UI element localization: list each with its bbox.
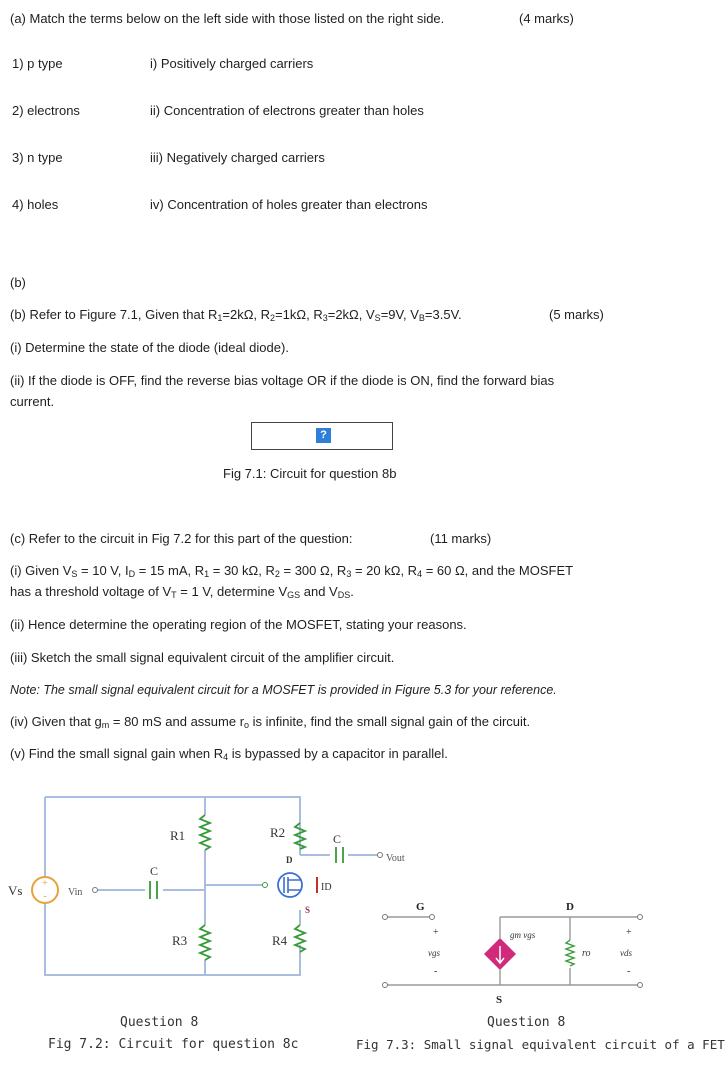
fig-7-2-question: Question 8 bbox=[120, 1015, 199, 1030]
label-source: S bbox=[305, 905, 311, 915]
figure-7-3-circuit bbox=[370, 890, 670, 1010]
label-r1: R1 bbox=[170, 828, 186, 843]
part-c-q1-line1: (i) Given $V_S = 10$ V, $I_D = 15$ mA, $R_1 = 30$ kΩ, $R_2 = 300$ Ω, $R_3 = 20$ kΩ, $R_4 = 60$ Ω, and the MOSFET bbox=[10, 563, 574, 579]
wire-top bbox=[45, 797, 300, 855]
label-ro: ro bbox=[582, 948, 591, 959]
figure-7-1-caption: Fig 7.1: Circuit for question 8b bbox=[223, 466, 397, 481]
fig-7-3-question: Question 8 bbox=[487, 1015, 566, 1030]
label-vds-minus: - bbox=[627, 966, 631, 977]
part-c-q3: (iii) Sketch the small signal equivalent circuit of the amplifier circuit. bbox=[10, 650, 395, 665]
label-d: D bbox=[566, 901, 574, 913]
figure-7-1-placeholder bbox=[251, 422, 393, 450]
label-vs: Vs bbox=[8, 883, 23, 898]
mosfet-symbol bbox=[278, 873, 302, 897]
label-r4: R4 bbox=[272, 933, 288, 948]
capacitor-output bbox=[336, 847, 343, 863]
source-plus: + bbox=[42, 878, 48, 889]
resistor-ro bbox=[566, 940, 574, 966]
part-b-q1: (i) Determine the state of the diode (ideal diode). bbox=[10, 340, 289, 355]
label-id: ID bbox=[321, 882, 332, 893]
part-c-q4: (iv) Given that $g_m = 80$ mS and assume $r_o$ is infinite, find the small signal gain of the circuit. bbox=[10, 714, 531, 730]
part-b-label: (b) bbox=[10, 275, 26, 290]
vout-node bbox=[378, 853, 383, 858]
label-vgs-minus: - bbox=[434, 966, 438, 977]
label-r3: R3 bbox=[172, 933, 188, 948]
node-drain bbox=[638, 915, 643, 920]
resistor-r4 bbox=[295, 925, 305, 952]
node-gate-left bbox=[383, 915, 388, 920]
part-b-intro: (b) Refer to Figure 7.1, Given that $R_1=2k\Omega$, $R_2=1k\Omega$, $R_3=2k\Omega$, $V_S=9V$, $V_B=3.5V$. bbox=[10, 307, 462, 323]
gate-node bbox=[263, 883, 268, 888]
label-r2: R2 bbox=[270, 825, 286, 840]
label-g: G bbox=[416, 901, 425, 913]
node-ground-right bbox=[638, 983, 643, 988]
part-a-header: (a) Match the terms below on the left side with those listed on the right side. bbox=[10, 11, 445, 26]
label-vin: Vin bbox=[68, 887, 83, 898]
part-c-marks: (11 marks) bbox=[430, 531, 492, 546]
label-drain: D bbox=[286, 855, 293, 865]
label-c-out: C bbox=[333, 832, 342, 846]
part-b-marks: (5 marks) bbox=[549, 307, 604, 322]
term-left-1: 1) p type bbox=[12, 56, 63, 71]
term-left-2: 2) electrons bbox=[12, 103, 80, 118]
term-left-3: 3) n type bbox=[12, 150, 63, 165]
capacitor-input bbox=[150, 881, 157, 899]
label-vgs-plus: + bbox=[433, 927, 439, 938]
label-vout: Vout bbox=[386, 853, 405, 864]
label-vds: vds bbox=[620, 948, 632, 958]
label-vgs: vgs bbox=[428, 948, 440, 958]
vin-node bbox=[93, 888, 98, 893]
term-left-4: 4) holes bbox=[12, 197, 59, 212]
missing-image-icon: ? bbox=[316, 428, 331, 443]
part-b-q2-line1: (ii) If the diode is OFF, find the reverse bias voltage OR if the diode is ON, find the forward bias bbox=[10, 373, 555, 388]
term-right-2: ii) Concentration of electrons greater than holes bbox=[150, 103, 424, 118]
term-right-3: iii) Negatively charged carriers bbox=[150, 150, 325, 165]
fig-7-3-caption: Fig 7.3: Small signal equivalent circuit of a FET bbox=[356, 1037, 725, 1052]
label-vds-plus: + bbox=[626, 927, 632, 938]
term-right-1: i) Positively charged carriers bbox=[150, 56, 314, 71]
source-minus: - bbox=[43, 891, 47, 902]
part-c-note: Note: The small signal equivalent circuit for a MOSFET is provided in Figure 5.3 for your reference. bbox=[10, 683, 557, 697]
label-s: S bbox=[496, 994, 503, 1006]
label-gm-vgs: gm vgs bbox=[510, 930, 536, 940]
part-c-q5: (v) Find the small signal gain when $R_4$ is bypassed by a capacitor in parallel. bbox=[10, 746, 448, 762]
node-gate bbox=[430, 915, 435, 920]
part-a-marks: (4 marks) bbox=[519, 11, 574, 26]
resistor-r1 bbox=[200, 815, 210, 850]
node-ground-left bbox=[383, 983, 388, 988]
figure-7-2-circuit bbox=[0, 785, 405, 1025]
wire-gate bbox=[95, 885, 265, 890]
part-b-q2-line2: current. bbox=[10, 394, 55, 409]
term-right-4: iv) Concentration of holes greater than electrons bbox=[150, 197, 428, 212]
part-c-q2: (ii) Hence determine the operating region of the MOSFET, stating your reasons. bbox=[10, 617, 467, 632]
resistor-r3 bbox=[200, 925, 210, 960]
part-c-q1-line2: has a threshold voltage of $V_T = 1$ V, determine $V_{GS}$ and $V_{DS}$. bbox=[10, 584, 354, 600]
fig-7-2-caption: Fig 7.2: Circuit for question 8c bbox=[48, 1037, 299, 1052]
part-c-intro: (c) Refer to the circuit in Fig 7.2 for this part of the question: bbox=[10, 531, 353, 546]
label-c-in: C bbox=[150, 864, 159, 878]
